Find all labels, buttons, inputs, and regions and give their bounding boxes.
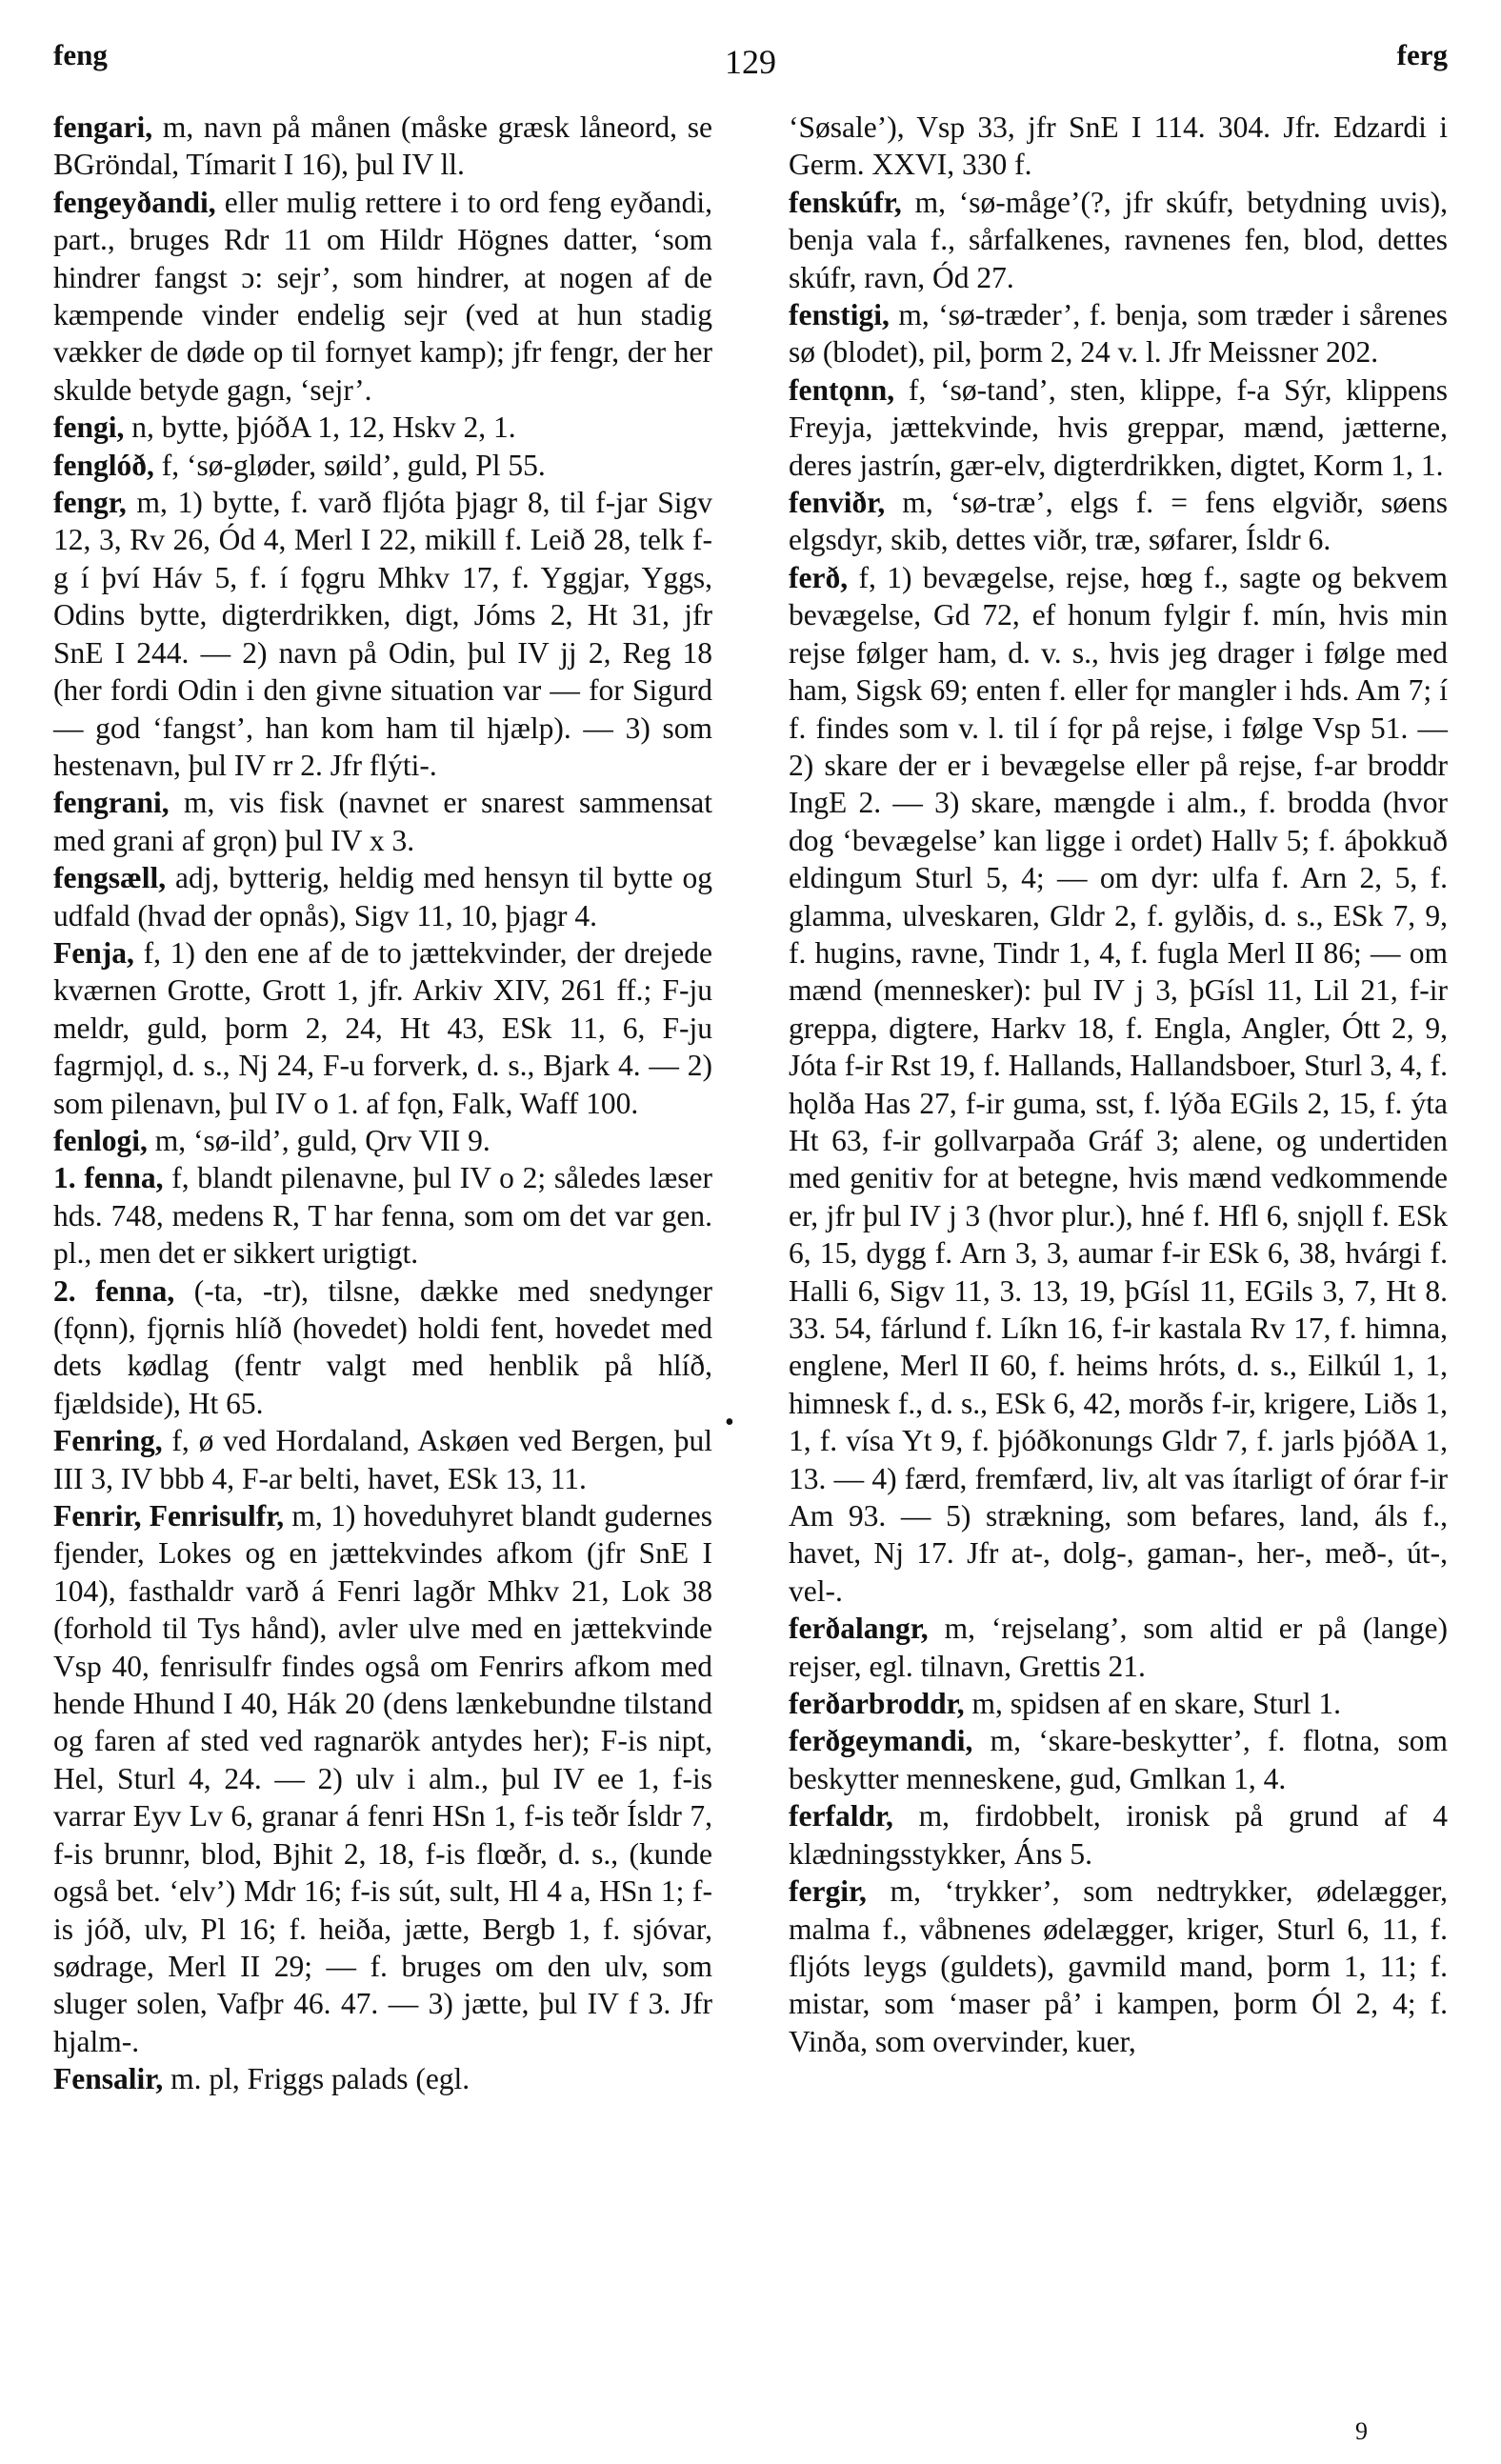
entry-headword: Fenja, bbox=[53, 935, 134, 970]
entry-text: m, ‘skare-beskytter’, f. flotna, som beskytter menneskene, gud, Gmlkan 1, 4. bbox=[789, 1724, 1448, 1795]
dictionary-entry bbox=[789, 1873, 1448, 2060]
entry-text: m, spidsen af en skare, Sturl 1. bbox=[964, 1687, 1342, 1721]
entry-text: eller mulig rettere i to ord feng eyðandi, part., bruges Rdr 11 om Hildr Högnes datter, ‘som hindrer fangst ɔ: sejr’, som hindrer, at nogen af de kæmpende vinder endelig sejr (ved at hun stadig vækker de døde op til fornyet kamp); jfr fengr, der her skulde betyde gagn, ‘sejr’. bbox=[53, 185, 712, 407]
dictionary-entry bbox=[53, 1497, 712, 2060]
entry-text: m, 1) bytte, f. varð fljóta þjagr 8, til f-jar Sigv 12, 3, Rv 26, Ód 4, Merl I 22, mikill f. Leið 28, telk f-g í því Háv 5, f. í fǫgru Mhkv 17, f. Yggjar, Yggs, Odins bytte, digterdrikken, digt, Jóms 2, Ht 31, jfr SnE I 244. — 2) navn på Odin, þul IV jj 2, Reg 18 (her fordi Odin i den givne situation var — for Sigurd — god ‘fangst’, han kom ham til hjælp). — 3) som hestenavn, þul IV rr 2. Jfr flýti-. bbox=[53, 486, 712, 782]
entry-text: m, ‘sø-måge’(?, jfr skúfr, betydning uvis), benja vala f., sårfalkenes, ravnenes fen, blod, dettes skúfr, ravn, Ód 27. bbox=[789, 185, 1448, 294]
entry-text: m, navn på månen (måske græsk låneord, se BGröndal, Tímarit I 16), þul IV ll. bbox=[53, 110, 712, 182]
entry-text: ‘Søsale’), Vsp 33, jfr SnE I 114. 304. Jfr. Edzardi i Germ. XXVI, 330 f. bbox=[789, 110, 1448, 182]
entry-headword: fentǫnn, bbox=[789, 372, 895, 407]
entry-headword: fenglóð, bbox=[53, 448, 154, 482]
entry-headword: ferðalangr, bbox=[789, 1612, 929, 1646]
entry-headword: fengr, bbox=[53, 486, 127, 520]
entry-headword: fengsæll, bbox=[53, 861, 167, 895]
entry-headword: fenskúfr, bbox=[789, 185, 902, 219]
dictionary-entry bbox=[789, 559, 1448, 1610]
dictionary-entry bbox=[53, 1272, 712, 1423]
entry-text: (-ta, -tr), tilsne, dække med snedynger (fǫnn), fjǫrnis hlíð (hovedet) holdi fent, hovedet med dets kødlag (fentr valgt med henblik på hlíð, fjældside), Ht 65. bbox=[53, 1273, 712, 1420]
entry-text: f, 1) den ene af de to jættekvinder, der drejede kværnen Grotte, Grott 1, jfr. Arkiv XIV, 261 ff.; F-ju meldr, guld, þorm 2, 24, Ht 43, ESk 11, 6, F-ju fagrmjǫl, d. s., Nj 24, F-u forverk, d. s., Bjark 4. — 2) som pilenavn, þul IV o 1. af fǫn, Falk, Waff 100. bbox=[53, 935, 712, 1120]
dictionary-entry bbox=[53, 1122, 712, 1159]
entry-headword: Fenring, bbox=[53, 1424, 163, 1458]
dictionary-entry bbox=[53, 447, 712, 484]
running-head-left: feng bbox=[53, 38, 108, 71]
margin-mark: • bbox=[725, 1408, 734, 1437]
entry-headword: fengrani, bbox=[53, 786, 170, 820]
running-head-right: ferg bbox=[1396, 38, 1448, 71]
dictionary-entry bbox=[53, 2060, 712, 2097]
dictionary-entry bbox=[789, 371, 1448, 484]
entry-headword: fergir, bbox=[789, 1874, 867, 1909]
left-column bbox=[53, 109, 712, 2098]
entry-text: f, blandt pilenavne, þul IV o 2; således læser hds. 748, medens R, T har fenna, som om det var gen. pl., men det er sikkert urigtigt. bbox=[53, 1161, 712, 1271]
entry-text: m, 1) hoveduhyret blandt gudernes fjender, Lokes og en jættekvindes afkom (jfr SnE I 104), fasthaldr varð á Fenri lagðr Mhkv 21, Lok 38 (forhold til Tys hånd), avler ulve med en jættekvinde Vsp 40, fenrisulfr findes også om Fenrirs afkom med hende Hhund I 40, Hák 20 (dens lænkebundne tilstand og faren af sted ved ragnarök antydes her); F-is nipt, Hel, Sturl 4, 24. — 2) ulv i alm., þul IV ee 1, f-is varrar Eyv Lv 6, granar á fenri HSn 1, f-is teðr Ísldr 7, f-is brunnr, blod, Bjhit 2, 18, f-is flœðr, d. s., (kunde også bet. ‘elv’) Mdr 16; f-is sút, sult, Hl 4 a, HSn 1; f-is jóð, ulv, Pl 16; f. heiða, jætte, Bergb 1, f. sjóvar, sødrage, Merl II 29; — f. bruges om den ulv, som sluger solen, Vafþr 46. 47. — 3) jætte, þul IV f 3. Jfr hjalm-. bbox=[53, 1499, 713, 2058]
entry-text: m, vis fisk (navnet er snarest sammensat med grani af grǫn) þul IV x 3. bbox=[53, 786, 712, 857]
entry-text: m, ‘sø-træder’, f. benja, som træder i sårenes sø (blodet), pil, þorm 2, 24 v. l. Jfr Meissner 202. bbox=[789, 298, 1448, 370]
entry-headword: 1. fenna, bbox=[53, 1161, 164, 1195]
dictionary-entry bbox=[53, 1422, 712, 1497]
dictionary-entry bbox=[789, 1722, 1448, 1797]
entry-text: m. pl, Friggs palads (egl. bbox=[163, 2062, 470, 2096]
dictionary-entry bbox=[53, 1159, 712, 1272]
signature-mark: 9 bbox=[1355, 2417, 1368, 2445]
right-column bbox=[789, 109, 1448, 2060]
entry-headword: fengari, bbox=[53, 110, 153, 144]
entry-text: m, ‘sø-træ’, elgs f. = fens elgviðr, søens elgsdyr, skib, dettes viðr, træ, søfarer, Ísldr 6. bbox=[789, 486, 1448, 557]
dictionary-entry bbox=[53, 859, 712, 934]
dictionary-entry bbox=[53, 784, 712, 859]
entry-headword: ferðgeymandi, bbox=[789, 1724, 973, 1758]
entry-text: f, 1) bevægelse, rejse, hœg f., sagte og bekvem bevægelse, Gd 72, ef honum fylgir f. mín, hvis min rejse følger ham, d. v. s., hvis jeg drager i følge med ham, Sigsk 69; enten f. eller fǫr mangler i hds. Am 7; í f. findes som v. l. til í fǫr på rejse, i følge Vsp 51. — 2) skare der er i bevægelse eller på rejse, f-ar broddr IngE 2. — 3) skare, mængde i alm., f. brodda (hvor dog ‘bevægelse’ kan ligge i ordet) Hallv 5; f. áþokkuð eldingum Sturl 5, 4; — om dyr: ulfa f. Arn 2, 5, f. glamma, ulveskaren, Gldr 2, f. gylðis, d. s., ESk 7, 9, f. hugins, ravne, Tindr 1, 4, f. fugla Merl II 86; — om mænd (mennesker): þul IV j 3, þGísl 11, Lil 21, f-ir greppa, digtere, Harkv 18, f. Engla, Angler, Ótt 2, 9, Jóta f-ir Rst 19, f. Hallands, Hallandsboer, Sturl 3, 4, f. hǫlða Has 27, f-ir guma, sst, f. lýða EGils 2, 15, f. ýta Ht 63, f-ir gollvarpaða Gráf 3; alene, og undertiden med genitiv for at betegne, hvis mænd vedkommende er, jfr þul IV j 3 (hvor plur.), hné f. Hfl 6, snjǫll f. ESk 6, 15, dygg f. Arn 3, 3, aumar f-ir ESk 6, 38, hvárgi f. Halli 6, Sigv 11, 3. 13, 19, þGísl 11, EGils 3, 7, Ht 8. 33. 54, fárlund f. Líkn 16, f-ir kastala Rv 17, f. himna, englene, Merl II 60, f. heims hróts, d. s., Eilkúl 1, 1, himnesk f., d. s., ESk 6, 42, morðs f-ir, krigere, Liðs 1, 1, f. vísa Yt 9, f. þjóðkonungs Gldr 7, f. jarls þjóðA 1, 13. — 4) færd, fremfærd, liv, alt vas ítarligt of órar f-ir Am 93. — 5) strækning, som befares, land, áls f., havet, Nj 17. Jfr at-, dolg-, gaman-, her-, með-, út-, vel-. bbox=[789, 560, 1448, 1608]
entry-text: m, firdobbelt, ironisk på grund af 4 klædningsstykker, Áns 5. bbox=[789, 1799, 1448, 1871]
entry-headword: fengeyðandi, bbox=[53, 185, 216, 219]
dictionary-entry bbox=[789, 1797, 1448, 1873]
dictionary-entry bbox=[53, 934, 712, 1122]
dictionary-entry bbox=[53, 409, 712, 446]
dictionary-entry bbox=[53, 184, 712, 409]
entry-headword: Fensalir, bbox=[53, 2062, 164, 2096]
entry-headword: fenlogi, bbox=[53, 1123, 148, 1157]
entry-headword: ferð, bbox=[789, 560, 849, 594]
entry-headword: fenstigi, bbox=[789, 298, 890, 332]
entry-text: f, ‘sø-tand’, sten, klippe, f-a Sýr, klippens Freyja, jættekvinde, hvis greppar, mænd, jætterne, deres jastrín, gær-elv, digterdrikken, digtet, Korm 1, 1. bbox=[789, 372, 1448, 482]
entry-text: f, ‘sø-gløder, søild’, guld, Pl 55. bbox=[153, 448, 546, 482]
dictionary-entry bbox=[789, 184, 1448, 296]
dictionary-entry bbox=[789, 296, 1448, 371]
entry-text: n, bytte, þjóðA 1, 12, Hskv 2, 1. bbox=[124, 411, 516, 445]
entry-text: m, ‘sø-ild’, guld, Ǫrv VII 9. bbox=[147, 1123, 490, 1157]
entry-headword: Fenrir, Fenrisulfr, bbox=[53, 1499, 285, 1533]
page-number: 129 bbox=[725, 43, 776, 81]
entry-text: adj, bytterig, heldig med hensyn til bytte og udfald (hvad der opnås), Sigv 11, 10, þjagr 4. bbox=[53, 861, 712, 932]
entry-headword: ferfaldr, bbox=[789, 1799, 893, 1833]
dictionary-entry bbox=[53, 109, 712, 184]
entry-headword: 2. fenna, bbox=[53, 1273, 175, 1308]
dictionary-entry bbox=[53, 484, 712, 784]
dictionary-entry bbox=[789, 484, 1448, 559]
dictionary-entry bbox=[789, 1610, 1448, 1685]
entry-text: f, ø ved Hordaland, Askøen ved Bergen, þul III 3, IV bbb 4, F-ar belti, havet, ESk 13, 11. bbox=[53, 1424, 712, 1495]
entry-headword: fengi, bbox=[53, 411, 125, 445]
dictionary-entry bbox=[789, 109, 1448, 184]
entry-headword: ferðarbroddr, bbox=[789, 1687, 965, 1721]
entry-text: m, ‘rejselang’, som altid er på (lange) rejser, egl. tilnavn, Grettis 21. bbox=[789, 1612, 1448, 1683]
dictionary-entry bbox=[789, 1685, 1448, 1722]
entry-headword: fenviðr, bbox=[789, 486, 886, 520]
entry-text: m, ‘trykker’, som nedtrykker, ødelægger, malma f., våbnenes ødelægger, kriger, Sturl 6, 11, f. fljóts leygs (guldets), gavmild mand, þorm 1, 11; f. mistar, som ‘maser på’ i kampen, þorm Ól 2, 4; f. Vinða, som overvinder, kuer, bbox=[789, 1874, 1448, 2058]
